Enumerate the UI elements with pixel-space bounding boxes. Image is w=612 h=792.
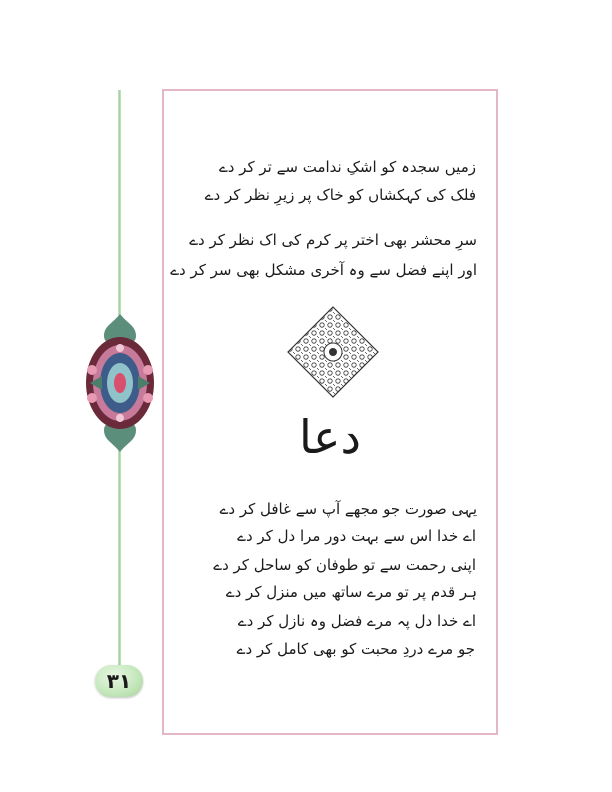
page-number-badge: ۳۱ — [95, 665, 143, 697]
poem-line: اور اپنے فضل سے وہ آخری مشکل بھی سر کر دے — [170, 261, 477, 279]
poem-line: اے خدا دل پہ مرے فضل وہ نازل کر دے — [237, 612, 476, 630]
poem-line: زمیں سجدہ کو اشکِ ندامت سے تر کر دے — [218, 158, 476, 176]
dua-heading: دعا — [299, 410, 361, 464]
floral-ornament-icon — [82, 310, 158, 456]
poem-line: فلک کی کہکشاں کو خاک پر زیرِ نظر کر دے — [204, 186, 476, 204]
poem-line: اپنی رحمت سے تو طوفان کو ساحل کر دے — [213, 556, 476, 574]
poem-line: اے خدا اس سے بہت دور مرا دل کر دے — [237, 527, 476, 545]
poem-line: جو مرے دردِ محبت کو بھی کامل کر دے — [236, 640, 475, 658]
poem-line: یہی صورت جو مجھے آپ سے غافل کر دے — [219, 500, 477, 518]
poem-line: ہر قدم پر تو مرے ساتھ میں منزل کر دے — [225, 583, 477, 601]
diamond-lattice-ornament-icon — [286, 305, 380, 399]
poem-line: سرِ محشر بھی اختر پر کرم کی اک نظر کر دے — [189, 231, 477, 249]
